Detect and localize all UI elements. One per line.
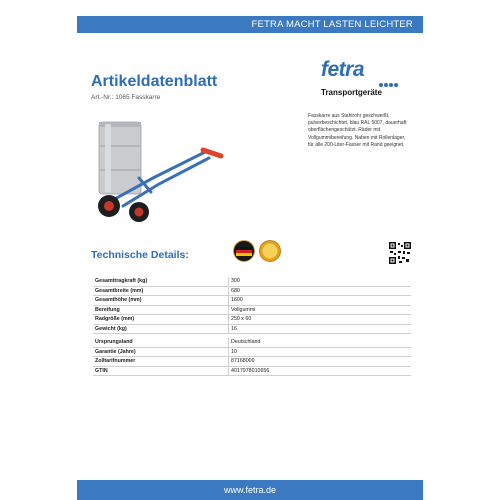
spec-value: 4017978010656 [229, 366, 412, 376]
spec-key: Gesamttragkraft (kg) [93, 277, 229, 286]
made-in-germany-badge-icon [233, 240, 255, 262]
spec-row [93, 305, 411, 315]
handle-icon [203, 150, 221, 156]
spec-value: 1600 [229, 296, 412, 306]
header-bar [77, 16, 423, 33]
spec-row [93, 347, 411, 357]
spec-key: Gewicht (kg) [93, 324, 229, 334]
spec-key: Bereifung [93, 305, 229, 315]
footer-bar [77, 480, 423, 500]
wheel-icon [98, 195, 149, 222]
footer-url[interactable]: www.fetra.de [223, 485, 277, 495]
spec-row [93, 324, 411, 334]
header-slogan: FETRA MACHT LASTEN LEICHTER [251, 19, 413, 30]
spec-value: 250 x 60 [229, 315, 412, 325]
spec-value: 10 [229, 347, 412, 357]
spec-key: Gesamthöhe (mm) [93, 296, 229, 306]
spec-key: Radgröße (mm) [93, 315, 229, 325]
warranty-badge-icon [259, 240, 281, 262]
barrel-icon [99, 122, 141, 194]
spec-value: Vollgummi [229, 305, 412, 315]
spec-row [93, 296, 411, 306]
article-number: Art.-Nr.: 1065 Fasskarre [91, 94, 161, 101]
fetra-logo [321, 58, 401, 88]
section-title: Technische Details: [91, 249, 189, 261]
spec-value: 300 [229, 277, 412, 286]
datasheet-page [77, 0, 423, 500]
qr-code-icon [389, 242, 411, 264]
product-description: Fasskarre aus Stahlrohr geschweißt, pulverbeschichtet, blau RAL 5007, dauerhaft oberflächengeschützt. Räder mit Vollgummibereifung. Naben mit Rollenlager, für alle 200-Liter-Fässer mit Rand geeignet. [308, 113, 407, 148]
spec-row [93, 338, 411, 347]
spec-row [93, 357, 411, 367]
spec-key: Zolltarifnummer [93, 357, 229, 367]
spec-key: GTIN [93, 366, 229, 376]
spec-key: Garantie (Jahre) [93, 347, 229, 357]
spec-row [93, 366, 411, 376]
spec-row [93, 286, 411, 296]
spec-value: 680 [229, 286, 412, 296]
page-title: Artikeldatenblatt [91, 73, 218, 90]
specs-table [93, 277, 411, 376]
logo-dots-icon [379, 74, 399, 92]
spec-value: 16 [229, 324, 412, 334]
product-image [93, 118, 233, 223]
logo-word: fetra [321, 58, 365, 81]
spec-key: Gesamtbreite (mm) [93, 286, 229, 296]
spec-value: 87168000 [229, 357, 412, 367]
spec-value: Deutschland [229, 338, 412, 347]
spec-row [93, 277, 411, 286]
spec-key: Ursprungsland [93, 338, 229, 347]
spec-row [93, 315, 411, 325]
logo-subtitle: Transportgeräte [321, 88, 382, 97]
